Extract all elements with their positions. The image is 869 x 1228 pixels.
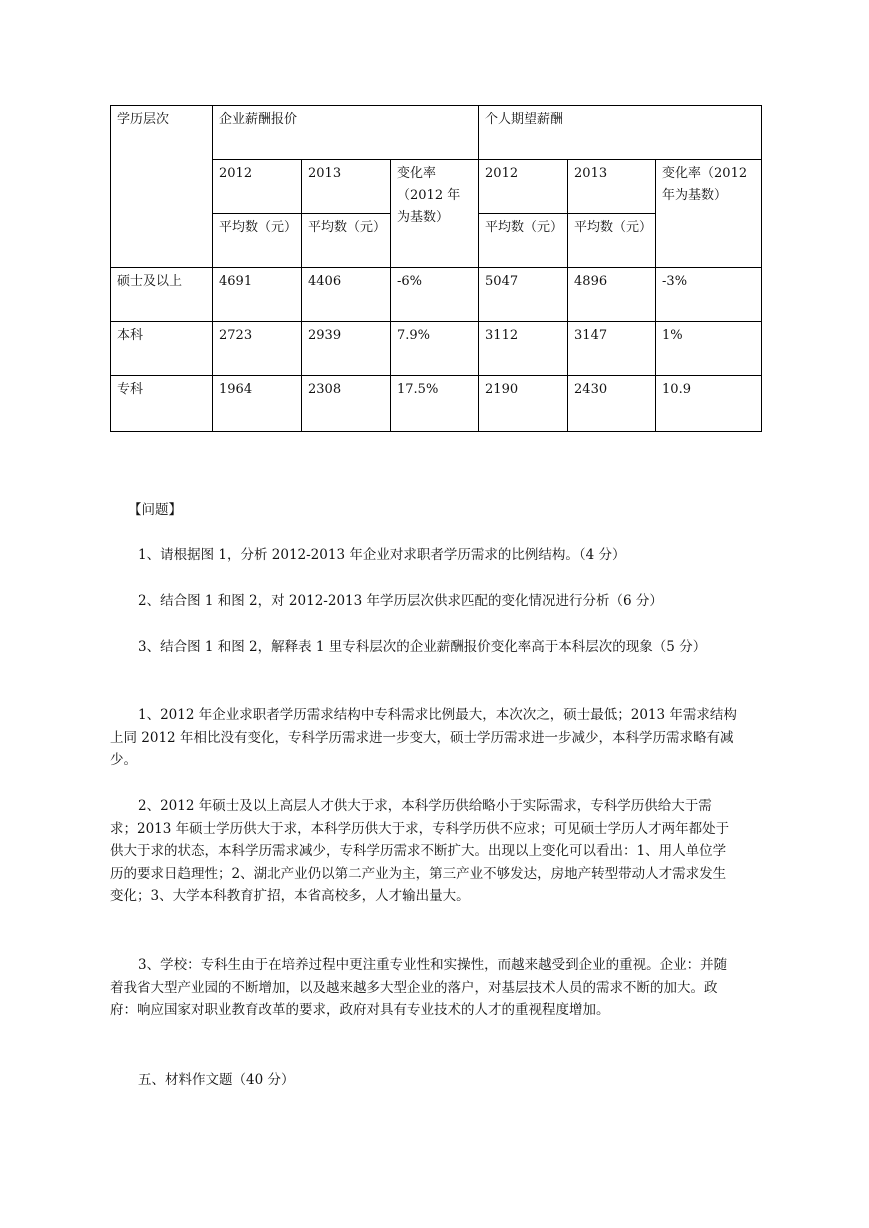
row-level: 硕士及以上 — [111, 268, 213, 322]
row-level: 专科 — [111, 376, 213, 432]
header-company-2013: 2013 — [302, 160, 391, 214]
table-row — [111, 268, 762, 322]
cell-personal-2012: 5047 — [479, 268, 568, 322]
header-company-salary: 企业薪酬报价 — [213, 106, 479, 160]
cell-company-2013: 4406 — [302, 268, 391, 322]
cell-personal-rate: 1% — [656, 322, 762, 376]
header-company-2012: 2012 — [213, 160, 302, 214]
header-company-avg-2013: 平均数（元） — [302, 214, 391, 268]
answer-1: 1、2012 年企业求职者学历需求结构中专科需求比例最大，本次次之，硕士最低；2013 年需求结构上同 2012 年相比没有变化，专科学历需求进一步变大，硕士学历需求进一步减少，本科学历需求略有减少。 — [110, 707, 737, 768]
answer-2: 2、2012 年硕士及以上高层人才供大于求，本科学历供给略小于实际需求，专科学历供给大于需求；2013 年硕士学历供大于求，本科学历供大于求，专科学历供不应求；可见硕士学历人才两年都处于供大于求的状态，本科学历需求减少，专科学历需求不断扩大。出现以上变化可以看出：1、用人单位学历的要求日趋理性；2、湖北产业仍以第二产业为主，第三产业不够发达，房地产转型带动人才需求发生变化；3、大学本科教育扩招，本省高校多，人才输出量大。 — [110, 798, 730, 904]
header-personal-salary: 个人期望薪酬 — [479, 106, 762, 160]
question-header: 【问题】 — [128, 502, 182, 518]
cell-personal-2012: 2190 — [479, 376, 568, 432]
cell-company-2012: 4691 — [213, 268, 302, 322]
cell-company-rate: 17.5% — [391, 376, 479, 432]
header-personal-2013: 2013 — [568, 160, 656, 214]
cell-company-2012: 1964 — [213, 376, 302, 432]
header-personal-avg-2013: 平均数（元） — [568, 214, 656, 268]
cell-personal-rate: -3% — [656, 268, 762, 322]
cell-personal-rate: 10.9 — [656, 376, 762, 432]
table-row — [111, 376, 762, 432]
cell-personal-2012: 3112 — [479, 322, 568, 376]
header-personal-2012: 2012 — [479, 160, 568, 214]
section-title: 五、材料作文题（40 分） — [138, 1072, 295, 1088]
header-level: 学历层次 — [111, 106, 213, 268]
question-3: 3、结合图 1 和图 2，解释表 1 里专科层次的企业薪酬报价变化率高于本科层次的现象（5 分） — [138, 639, 707, 655]
cell-personal-2013: 4896 — [568, 268, 656, 322]
cell-personal-2013: 3147 — [568, 322, 656, 376]
cell-company-rate: 7.9% — [391, 322, 479, 376]
salary-table — [110, 105, 762, 432]
header-company-change: 变化率（2012 年为基数） — [391, 160, 479, 268]
row-level: 本科 — [111, 322, 213, 376]
header-personal-change: 变化率（2012 年为基数） — [656, 160, 762, 268]
table-row — [111, 322, 762, 376]
cell-personal-2013: 2430 — [568, 376, 656, 432]
header-company-avg-2012: 平均数（元） — [213, 214, 302, 268]
header-personal-avg-2012: 平均数（元） — [479, 214, 568, 268]
cell-company-rate: -6% — [391, 268, 479, 322]
cell-company-2013: 2308 — [302, 376, 391, 432]
cell-company-2012: 2723 — [213, 322, 302, 376]
question-2: 2、结合图 1 和图 2，对 2012-2013 年学历层次供求匹配的变化情况进行分析（6 分） — [138, 593, 663, 609]
cell-company-2013: 2939 — [302, 322, 391, 376]
answer-3: 3、学校：专科生由于在培养过程中更注重专业性和实操性，而越来越受到企业的重视。企业：并随着我省大型产业园的不断增加，以及越来越多大型企业的落户，对基层技术人员的需求不断的加大。政府：响应国家对职业教育改革的要求，政府对具有专业技术的人才的重视程度增加。 — [110, 957, 728, 1018]
question-1: 1、请根据图 1，分析 2012-2013 年企业对求职者学历需求的比例结构。（4 分） — [138, 547, 626, 563]
